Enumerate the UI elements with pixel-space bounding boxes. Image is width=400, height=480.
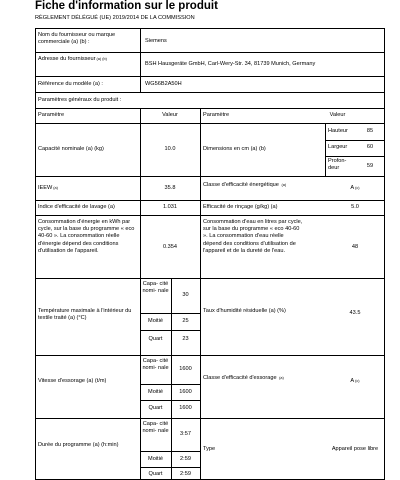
- duration-half-load-label: Moitié: [148, 456, 163, 462]
- wash-index-label: Indice d'efficacité de lavage (a): [38, 204, 115, 210]
- capacity-label: Capacité nominale (a) (kg): [38, 146, 104, 152]
- ieew-label: IEEW$^{(a)}$: [38, 185, 58, 191]
- energy-consumption-value: 0.354: [163, 244, 177, 250]
- programme-duration-label: Durée du programme (a) (h:min): [38, 442, 119, 448]
- ieew-value: 35.8: [164, 185, 176, 191]
- temp-half-load-label: Moitié: [148, 318, 163, 324]
- header-parameter-left: Paramètre: [38, 112, 65, 118]
- energy-consumption-label: Consommation d'énergie en kWh par cycle, sur la base du programme « eco 40-60 ». La consommation réelle d'énergie dépend des conditions d'utilisation de l'appareil.: [38, 219, 135, 254]
- supplier-address-value: BSH Hausgeräte GmbH, Carl-Wery-Str. 34, 81739 Munich, Germany: [145, 61, 316, 67]
- water-consumption-value: 48: [351, 244, 359, 250]
- duration-quarter-load-label: Quart: [148, 471, 163, 477]
- model-reference-label: Référence du modèle (a) :: [38, 81, 103, 87]
- header-value-left: Valeur: [162, 112, 178, 118]
- spin-full-load-label: Capa- cité nomi- nale: [142, 358, 169, 372]
- energy-class-value: $A^{(c)}$: [350, 185, 360, 191]
- temp-half-load-value: 25: [182, 318, 189, 324]
- model-reference-value: WG56B2A50H: [145, 81, 182, 87]
- temp-full-load-value: 30: [182, 292, 189, 298]
- max-temperature-label: Température maximale à l'intérieur du textile traité (a) (°C): [38, 308, 132, 322]
- supplier-address-label: Adresse du fournisseur$^{(a) (b)}$: [38, 56, 107, 62]
- water-consumption-label: Consommation d'eau en litres par cycle, sur la base du programme « eco 40-60 ». La consommation d'eau réelle dépend des conditions d'utilisation de l'appareil et de la dureté de l'eau.: [203, 219, 303, 254]
- temp-quarter-load-label: Quart: [148, 336, 163, 342]
- height-label: Hauteur: [328, 128, 348, 134]
- header-value-right: Valeur: [329, 112, 346, 118]
- duration-full-load-value: 3:57: [180, 431, 191, 437]
- capacity-value: 10.0: [164, 146, 176, 152]
- residual-moisture-value: 43.5: [349, 310, 361, 316]
- height-value: 85: [366, 128, 374, 134]
- spin-class-value: $A^{(c)}$: [350, 378, 360, 384]
- header-parameter-right: Paramètre: [203, 112, 230, 118]
- temp-full-load-label: Capa- cité nomi- nale: [142, 281, 169, 295]
- duration-half-load-value: 2:59: [180, 456, 191, 462]
- rinse-efficiency-value: 5.0: [351, 204, 359, 210]
- spin-half-load-label: Moitié: [148, 389, 163, 395]
- width-label: Largeur: [328, 144, 348, 150]
- spin-half-load-value: 1600: [179, 389, 192, 395]
- type-value: Appareil pose libre: [331, 446, 379, 452]
- duration-quarter-load-value: 2:59: [180, 471, 191, 477]
- wash-index-value: 1.031: [163, 204, 177, 210]
- depth-value: 59: [366, 163, 374, 169]
- spin-class-label: Classe d'efficacité d'essorage $^{(a)}$: [203, 375, 284, 381]
- energy-class-label: Classe d'efficacité énergétique $^{(a)}$: [203, 182, 287, 188]
- rinse-efficiency-label: Efficacité de rinçage (g/kg) (a): [203, 204, 278, 210]
- supplier-name-value: Siemens: [145, 38, 167, 44]
- spin-full-load-value: 1600: [179, 366, 192, 372]
- width-value: 60: [366, 144, 374, 150]
- spin-speed-label: Vitesse d'essorage (a) (t/m): [38, 378, 107, 384]
- depth-label: Profon- deur: [328, 158, 347, 172]
- general-parameters-heading: Paramètres généraux du produit :: [38, 97, 122, 103]
- regulation-subtitle: RÈGLEMENT DÉLÉGUÉ (UE) 2019/2014 DE LA COMMISSION: [35, 15, 195, 21]
- supplier-name-label: Nom du fournisseur ou marque commerciale (a) (b) :: [38, 32, 116, 46]
- document-title: Fiche d'information sur le produit: [35, 0, 218, 12]
- spin-quarter-load-label: Quart: [148, 405, 163, 411]
- temp-quarter-load-value: 23: [182, 336, 189, 342]
- dimensions-label: Dimensions en cm (a) (b): [203, 146, 266, 152]
- residual-moisture-label: Taux d'humidité résiduelle (a) (%): [203, 308, 286, 314]
- type-label: Type: [203, 446, 216, 452]
- duration-full-load-label: Capa- cité nomi- nale: [142, 421, 169, 435]
- spin-quarter-load-value: 1600: [179, 405, 192, 411]
